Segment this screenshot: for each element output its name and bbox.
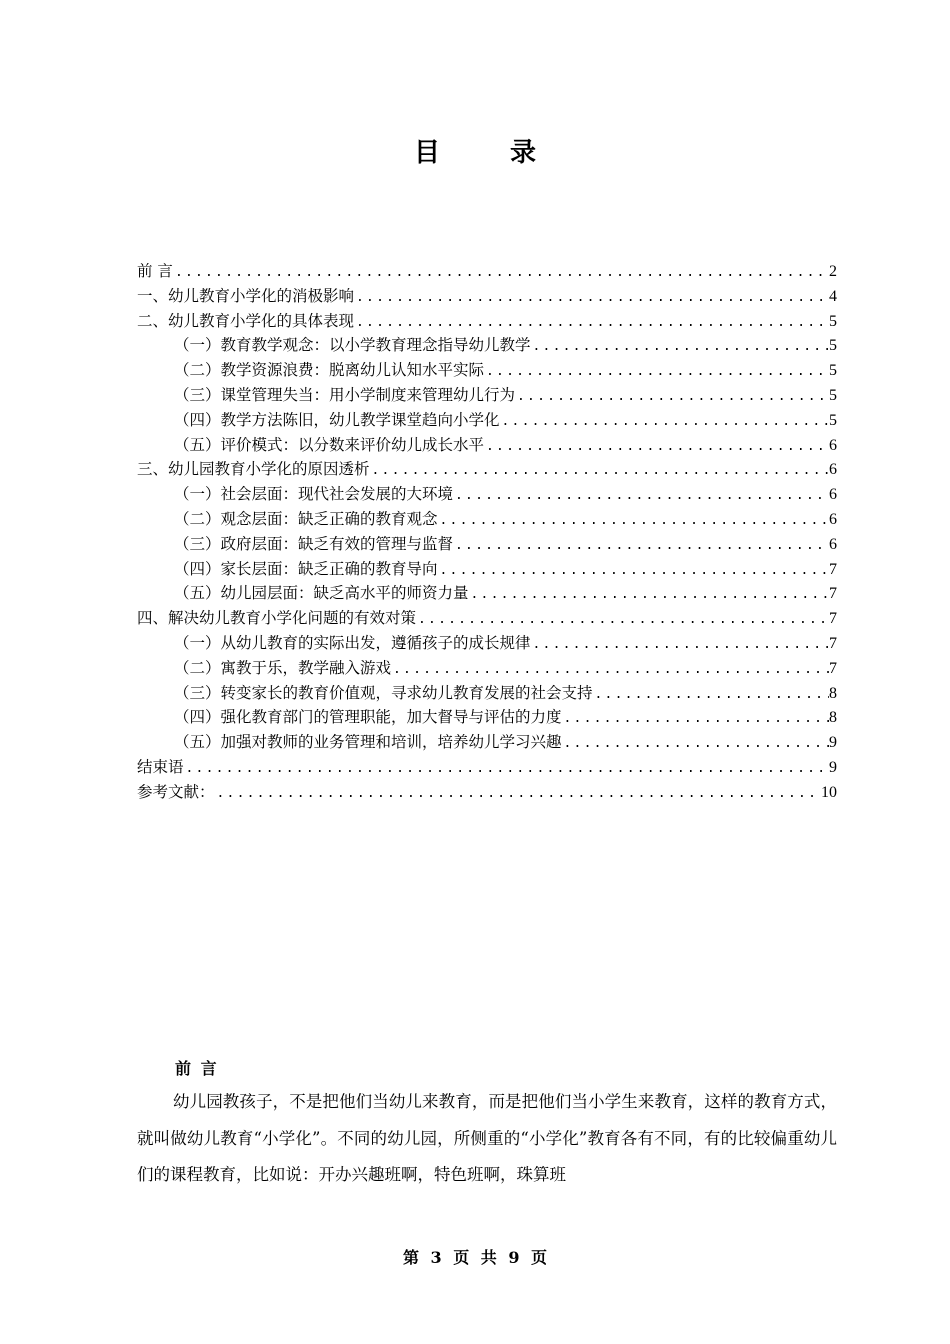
toc-entry[interactable]: [137, 631, 837, 656]
toc-entry-page: 6: [829, 510, 837, 528]
toc-leader-dots: [484, 360, 829, 383]
toc-entry-page: 5: [829, 337, 837, 355]
toc-entry[interactable]: [137, 383, 837, 408]
toc-entry[interactable]: [137, 259, 837, 284]
toc-leader-dots: [593, 683, 829, 706]
toc-entry[interactable]: [137, 457, 837, 482]
toc-leader-dots: [515, 385, 829, 408]
toc-entry-label: 一、幼儿教育小学化的消极影响: [137, 286, 355, 305]
toc-entry[interactable]: [137, 309, 837, 334]
toc-entry[interactable]: [137, 532, 837, 557]
toc-entry[interactable]: [137, 507, 837, 532]
toc-entry-page: 6: [829, 461, 837, 479]
page-title: 目 录: [413, 138, 558, 168]
toc-leader-dots: [562, 707, 829, 730]
toc-entry[interactable]: [137, 333, 837, 358]
toc-entry-page: 8: [829, 709, 837, 727]
toc-entry[interactable]: [137, 755, 837, 780]
toc-entry-page: 9: [829, 758, 837, 776]
toc-leader-dots: [484, 435, 829, 458]
toc-entry-label: 三、幼儿园教育小学化的原因透析: [137, 460, 370, 479]
toc-entry-label: 二、幼儿教育小学化的具体表现: [137, 311, 355, 330]
toc-leader-dots: [370, 459, 829, 482]
toc-entry[interactable]: [137, 656, 837, 681]
toc-entry[interactable]: [137, 581, 837, 606]
toc-leader-dots: [173, 261, 829, 284]
toc-leader-dots: [453, 534, 829, 557]
toc-entry-page: 4: [829, 287, 837, 305]
toc-entry-label: （五）加强对教师的业务管理和培训，培养幼儿学习兴趣: [174, 733, 562, 752]
toc-entry[interactable]: [137, 408, 837, 433]
toc-entry-page: 5: [829, 386, 837, 404]
toc-entry-page: 10: [821, 783, 837, 801]
toc-entry-label: （一）社会层面：现代社会发展的大环境: [174, 485, 454, 504]
toc-leader-dots: [215, 782, 821, 805]
toc-leader-dots: [438, 559, 829, 582]
toc-entry-label: （四）教学方法陈旧，幼儿教学课堂趋向小学化: [174, 410, 500, 429]
table-of-contents: [137, 259, 837, 805]
toc-leader-dots: [469, 583, 829, 606]
toc-entry-label: （一）教育教学观念：以小学教育理念指导幼儿教学: [174, 336, 531, 355]
toc-leader-dots: [453, 484, 829, 507]
toc-entry-page: 7: [829, 634, 837, 652]
toc-entry[interactable]: [137, 606, 837, 631]
toc-entry-label: （四）家长层面：缺乏正确的教育导向: [174, 559, 438, 578]
toc-entry-page: 5: [829, 362, 837, 380]
toc-leader-dots: [416, 608, 829, 631]
toc-entry-label: 前 言: [137, 262, 173, 280]
toc-entry-page: 9: [829, 734, 837, 752]
toc-entry-page: 2: [829, 263, 837, 280]
toc-entry-label: （五）评价模式：以分数来评价幼儿成长水平: [174, 435, 485, 454]
toc-entry-page: 5: [829, 411, 837, 429]
page-footer: 第 3 页 共 9 页: [402, 1248, 548, 1267]
toc-entry-label: （二）观念层面：缺乏正确的教育观念: [174, 509, 438, 528]
toc-entry[interactable]: [137, 557, 837, 582]
toc-entry[interactable]: [137, 780, 837, 805]
toc-entry[interactable]: [137, 284, 837, 309]
toc-leader-dots: [391, 658, 829, 681]
toc-entry-page: 6: [829, 486, 837, 504]
toc-entry-page: 6: [829, 535, 837, 553]
toc-entry-label: （三）政府层面：缺乏有效的管理与监督: [174, 534, 454, 553]
toc-entry-label: （二）寓教于乐，教学融入游戏: [174, 658, 392, 677]
toc-leader-dots: [354, 286, 829, 309]
toc-entry-page: 8: [829, 684, 837, 702]
preface-paragraph: 幼儿园教孩子，不是把他们当幼儿来教育，而是把他们当小学生来教育，这样的教育方式，就叫做幼儿教育“小学化”。不同的幼儿园，所侧重的“小学化”教育各有不同，有的比较偏重幼儿们的课程教育，比如说：开办兴趣班啊，特色班啊，珠算班: [137, 1092, 837, 1184]
toc-entry-page: 5: [829, 312, 837, 330]
toc-entry-label: （五）幼儿园层面：缺乏高水平的师资力量: [174, 584, 469, 603]
toc-entry-label: （一）从幼儿教育的实际出发，遵循孩子的成长规律: [174, 633, 531, 652]
toc-entry-label: 参考文献：: [137, 782, 215, 801]
toc-leader-dots: [438, 509, 829, 532]
toc-entry[interactable]: [137, 358, 837, 383]
toc-entry-label: （四）强化教育部门的管理职能，加大督导与评估的力度: [174, 708, 562, 727]
toc-entry-page: 6: [829, 436, 837, 454]
toc-entry-page: 7: [829, 560, 837, 578]
toc-entry-page: 7: [829, 585, 837, 603]
preface-heading: 前 言: [175, 1059, 219, 1078]
toc-entry[interactable]: [137, 482, 837, 507]
toc-entry[interactable]: [137, 705, 837, 730]
toc-leader-dots: [500, 410, 829, 433]
toc-entry-page: 7: [829, 659, 837, 677]
toc-entry[interactable]: [137, 681, 837, 706]
toc-entry-label: （二）教学资源浪费：脱离幼儿认知水平实际: [174, 361, 485, 380]
toc-leader-dots: [562, 732, 829, 755]
toc-entry[interactable]: [137, 433, 837, 458]
toc-leader-dots: [184, 757, 829, 780]
toc-leader-dots: [354, 311, 829, 334]
toc-entry-label: 四、解决幼儿教育小学化问题的有效对策: [137, 609, 417, 628]
toc-leader-dots: [531, 633, 829, 656]
toc-entry-label: （三）转变家长的教育价值观，寻求幼儿教育发展的社会支持: [174, 683, 593, 702]
toc-entry-label: （三）课堂管理失当：用小学制度来管理幼儿行为: [174, 385, 516, 404]
toc-entry-label: 结束语: [137, 757, 184, 776]
toc-leader-dots: [531, 335, 829, 358]
toc-entry-page: 7: [829, 610, 837, 628]
toc-entry[interactable]: [137, 730, 837, 755]
